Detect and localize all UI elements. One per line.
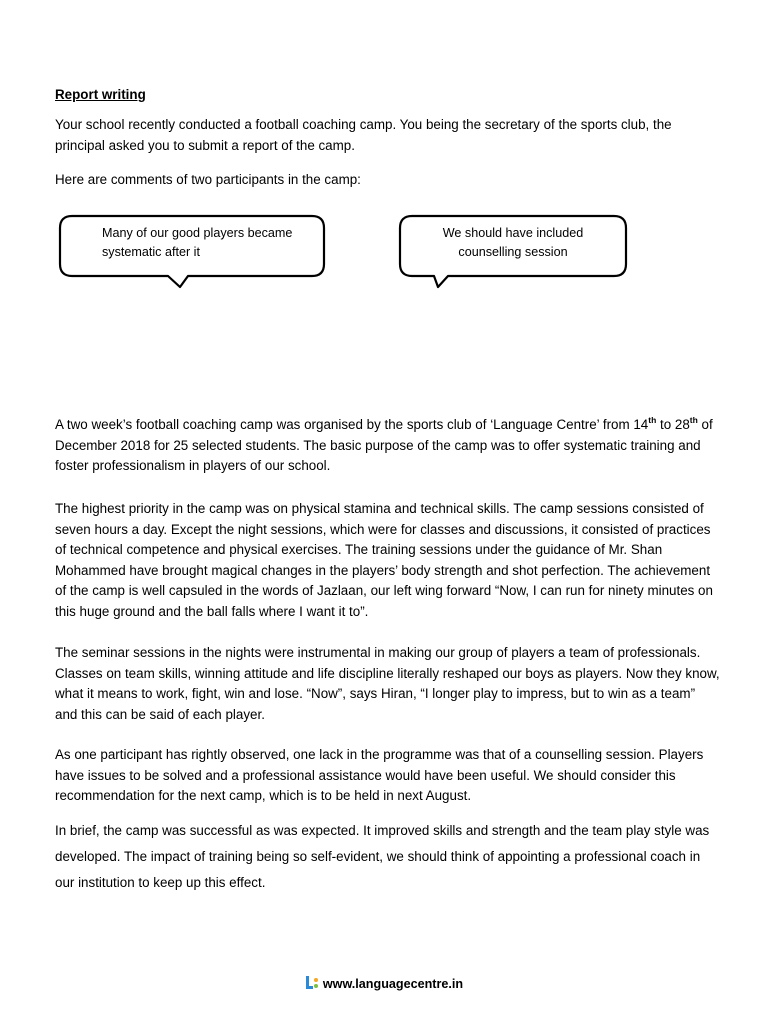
comment-text-1: Many of our good players became systematic after it: [102, 226, 293, 259]
ordinal-suffix: th: [689, 415, 698, 425]
report-p1-part-c: of December 2018 for 25 selected students. The basic purpose of the camp was to offer systematic training and foster professionalism in players of our school.: [55, 417, 713, 474]
page-title: Report writing: [55, 87, 146, 102]
report-p1-part-a: A two week’s football coaching camp was organised by the sports club of ‘Language Centre’ from 14: [55, 417, 649, 432]
report-paragraph-1: [55, 415, 720, 477]
report-paragraph-4: As one participant has rightly observed, one lack in the programme was that of a counselling session. Players have issues to be solved and a professional assistance would have been useful. We should consider this recommendation for the next camp, which is to be held in next August.: [55, 747, 704, 804]
report-paragraph-2: The highest priority in the camp was on physical stamina and technical skills. The camp sessions consisted of seven hours a day. Except the night sessions, which were for classes and discussions, it consisted of practices of technical competence and physical exercises. The training sessions under the guidance of Mr. Shan Mohammed have brought magical changes in the players’ body strength and shot perfection. The achievement of the camp is well capsuled in the words of Jazlaan, our left wing forward “Now, I can run for ninety minutes on this huge ground and the ball falls where I want it to”.: [55, 501, 713, 619]
page-footer: [0, 976, 768, 991]
comment-text-2: We should have included counselling session: [442, 226, 584, 259]
ordinal-suffix: th: [648, 415, 657, 425]
footer-url: www.languagecentre.in: [322, 977, 464, 991]
report-p1-part-b: to 28: [656, 417, 690, 432]
report-paragraph-5: In brief, the camp was successful as was expected. It improved skills and strength and the team play style was developed. The impact of training being so self-evident, we should think of appointing a professional coach in our institution to keep up this effect.: [55, 823, 710, 890]
comment-bubble-1: [58, 214, 328, 290]
comments-intro: Here are comments of two participants in the camp:: [55, 172, 361, 187]
task-intro: Your school recently conducted a football coaching camp. You being the secretary of the sports club, the principal asked you to submit a report of the camp.: [55, 117, 672, 153]
report-paragraph-3: The seminar sessions in the nights were instrumental in making our group of players a team of professionals. Classes on team skills, winning attitude and life discipline literally reshaped our boys as players. Now they know, what it means to work, fight, win and lose. “Now”, says Hiran, “I longer play to impress, but to win as a team” and this can be said of each player.: [55, 645, 720, 722]
comment-bubble-2: [398, 214, 630, 290]
languagecentre-logo-icon: [305, 976, 319, 990]
